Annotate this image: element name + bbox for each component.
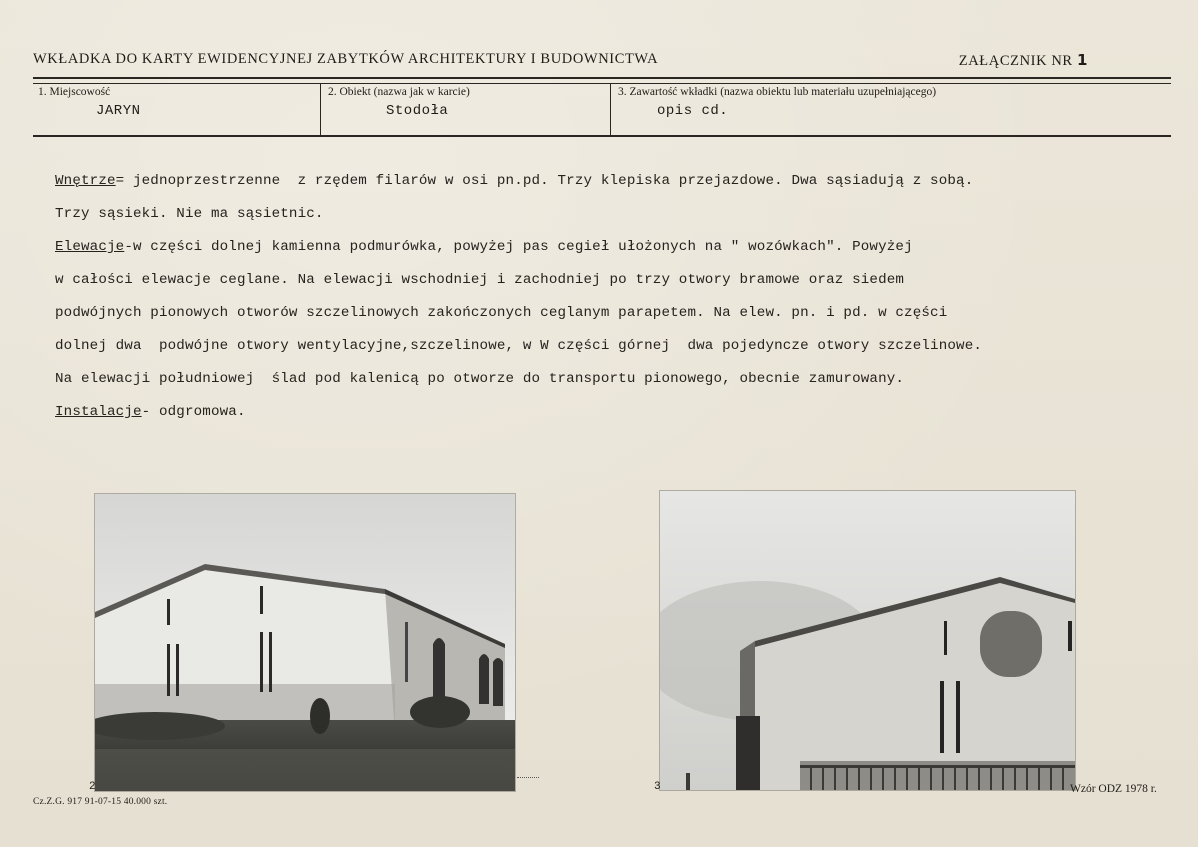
field-object-label: 2. Obiekt (nazwa jak w karcie) — [328, 86, 470, 98]
fields-bottom-rule — [33, 135, 1171, 137]
description-line: w całości elewacje ceglane. Na elewacji wschodniej i zachodniej po trzy otwory bramowe oraz siedem — [55, 272, 905, 288]
photo-number: 3 — [654, 781, 661, 793]
annex-label-text: ZAŁĄCZNIK NR — [958, 53, 1073, 69]
photo-barn-brick — [660, 491, 1075, 790]
annex-number: 1 — [1076, 51, 1088, 69]
field-object-value: Stodoła — [386, 103, 449, 119]
description-line: Instalacje- odgromowa. — [55, 404, 246, 420]
section-label-elevations: Elewacje — [55, 239, 125, 255]
field-divider — [610, 83, 611, 136]
dotted-separator — [517, 777, 539, 778]
section-label-installations: Instalacje — [55, 404, 142, 420]
template-info: Wzór ODZ 1978 r. — [1070, 783, 1157, 795]
description-text — [55, 165, 1180, 429]
annex-label — [959, 51, 1088, 70]
description-line: Trzy sąsieki. Nie ma sąsietnic. — [55, 206, 324, 222]
form-title: WKŁADKA DO KARTY EWIDENCYJNEJ ZABYTKÓW ARCHITEKTURY I BUDOWNICTWA — [33, 51, 659, 67]
field-content-label: 3. Zawartość wkładki (nazwa obiektu lub materiału uzupełniającego) — [618, 86, 937, 98]
description-line: dolnej dwa podwójne otwory wentylacyjne,szczelinowe, w W części górnej dwa pojedyncze otwory szczelinowe. — [55, 338, 983, 354]
description-line: Wnętrze= jednoprzestrzenne z rzędem filarów w osi pn.pd. Trzy klepiska przejazdowe. Dwa sąsiadują z sobą. — [55, 173, 974, 189]
photo-barn-west — [95, 494, 515, 791]
field-locality-label: 1. Miejscowość — [38, 86, 111, 98]
field-locality-value: JARYN — [96, 103, 141, 119]
fields-top-rule — [33, 83, 1171, 84]
description-line: Na elewacji południowej ślad pod kalenicą po otworze do transportu pionowego, obecnie zamurowany. — [55, 371, 905, 387]
barn-photo-image-2 — [660, 491, 1075, 790]
section-label-interior: Wnętrze — [55, 173, 116, 189]
barn-photo-image — [95, 494, 515, 791]
description-line: podwójnych pionowych otworów szczelinowych zakończonych ceglanym parapetem. Na elew. pn. i pd. w części — [55, 305, 948, 321]
print-info: Cz.Z.G. 917 91-07-15 40.000 szt. — [33, 797, 168, 807]
header-rule — [33, 77, 1171, 79]
photo-number: 2 — [89, 781, 96, 793]
description-line: Elewacje-w części dolnej kamienna podmurówka, powyżej pas cegieł ułożonych na " wozówkach". Powyżej — [55, 239, 913, 255]
field-divider — [320, 83, 321, 136]
field-content-value: opis cd. — [657, 103, 729, 119]
